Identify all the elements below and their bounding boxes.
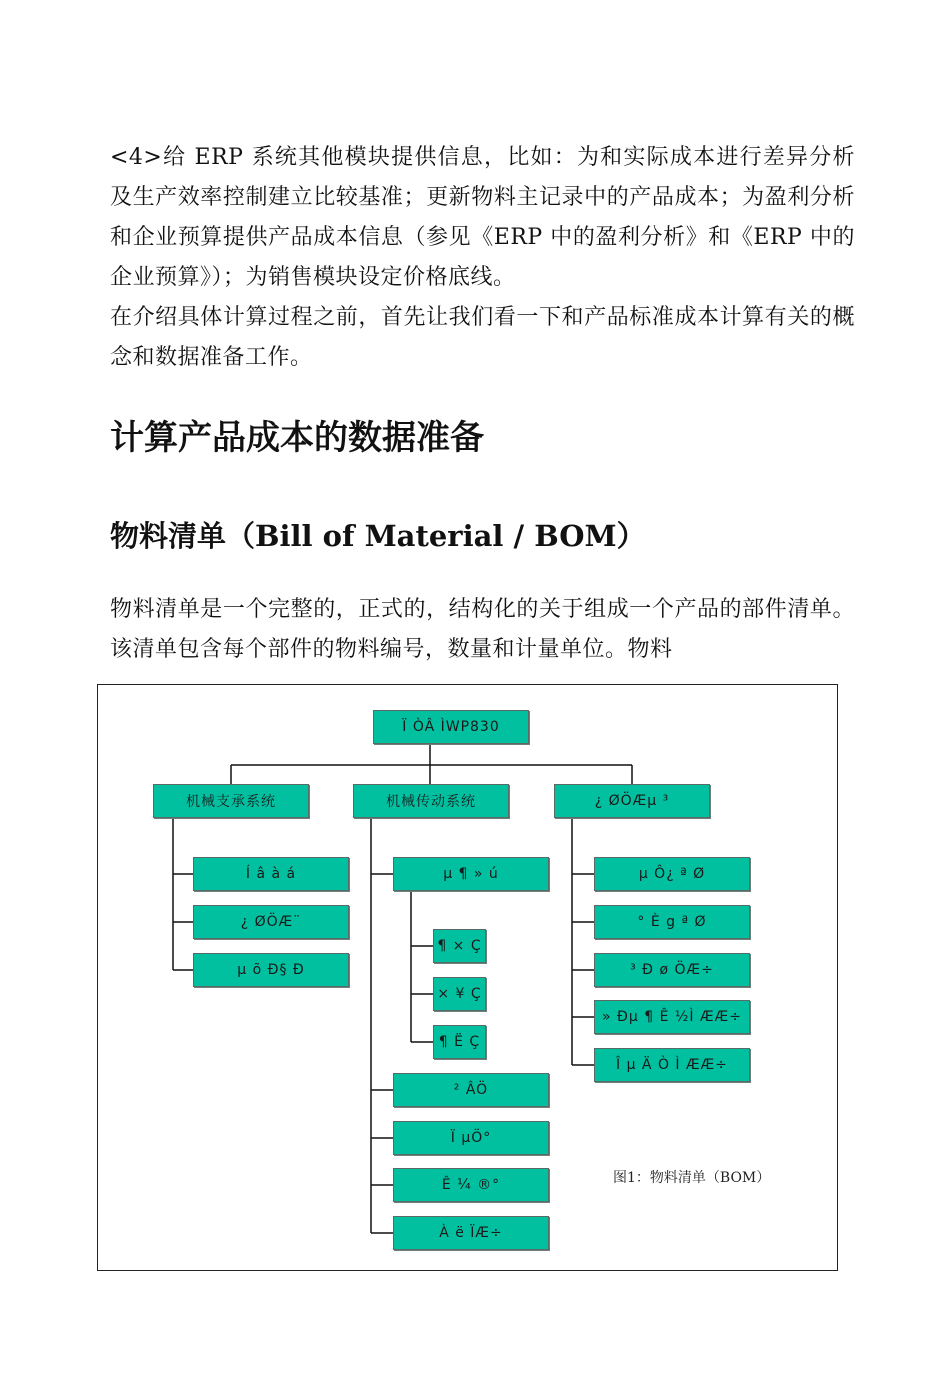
bom-node-branch-b: µ ¶ » ú — [393, 857, 549, 891]
bom-node-level1: 机械支承系统 — [153, 784, 309, 818]
bom-node-branch-b-sub: ¶ × Ç — [433, 929, 486, 963]
bom-root-node: Ï ÒÂ ÌWP830 — [373, 710, 529, 744]
bom-node-branch-b-sub: ¶ Ë Ç — [433, 1025, 486, 1059]
bom-figure — [97, 684, 838, 1271]
bom-node-branch-a: ¿ ØÖÆ¨ — [193, 905, 349, 939]
bom-node-level1: 机械传动系统 — [353, 784, 509, 818]
bom-node-branch-c: » Ðµ ¶ Ê ½Ì ÆÆ÷ — [594, 1000, 750, 1034]
bom-node-level1: ¿ ØÖÆµ ³ — [554, 784, 710, 818]
intro-paragraph: <4>给 ERP 系统其他模块提供信息，比如：为和实际成本进行差异分析及生产效率控制建立比较基准；更新物料主记录中的产品成本；为盈利分析和企业预算提供产品成本信息（参见《ERP 中的盈利分析》和《ERP 中的企业预算》）；为销售模块设定价格底线。 — [110, 145, 855, 290]
bom-node-branch-c: ³ Ð ø ÖÆ÷ — [594, 953, 750, 987]
bom-node-branch-b: Ê ¼ ®° — [393, 1168, 549, 1202]
figure-caption: 图1：物料清单（BOM） — [613, 1170, 771, 1186]
bom-node-branch-a: Í â à á — [193, 857, 349, 891]
transition-paragraph: 在介绍具体计算过程之前，首先让我们看一下和产品标准成本计算有关的概念和数据准备工作。 — [110, 305, 855, 370]
bom-node-branch-c: µ Ô¿ ª Ø — [594, 857, 750, 891]
bom-node-branch-a: µ õ Ð§ Ð — [193, 953, 349, 987]
bom-node-branch-b: À ë ÏÆ÷ — [393, 1216, 549, 1250]
bom-paragraph: 物料清单是一个完整的，正式的，结构化的关于组成一个产品的部件清单。该清单包含每个部件的物料编号，数量和计量单位。物料 — [110, 597, 855, 662]
bom-node-branch-b: ² ÂÖ — [393, 1073, 549, 1107]
bom-node-branch-c: Î µ Ä Ò Ì ÆÆ÷ — [594, 1048, 750, 1082]
bom-heading: 物料清单（Bill of Material / BOM） — [110, 519, 646, 553]
section-heading: 计算产品成本的数据准备 — [110, 418, 484, 458]
bom-node-branch-b: Ï µÖ° — [393, 1121, 549, 1155]
bom-node-branch-b-sub: × ¥ Ç — [433, 977, 486, 1011]
bom-node-branch-c: ° È g ª Ø — [594, 905, 750, 939]
